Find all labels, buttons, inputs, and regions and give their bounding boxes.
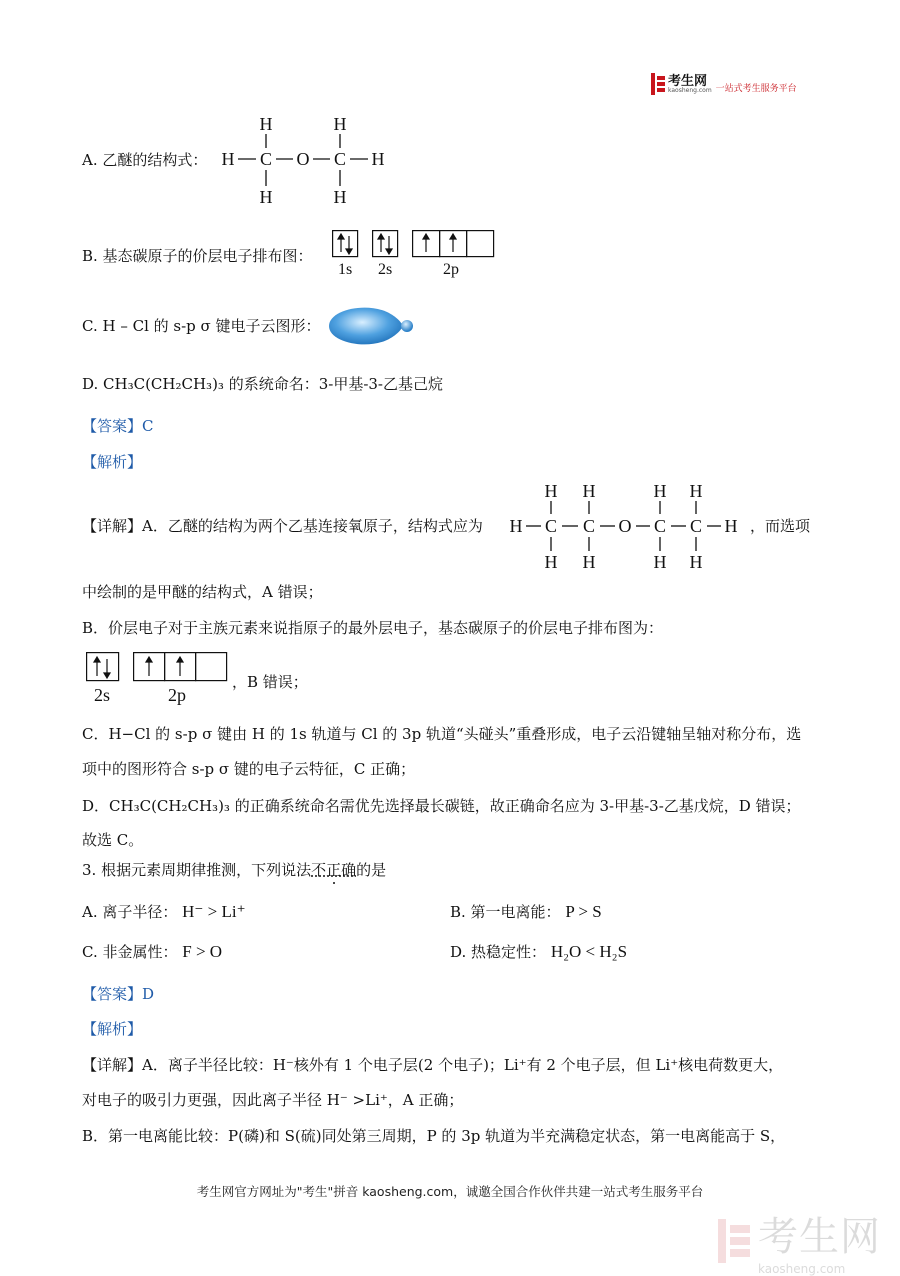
header-logo (651, 73, 797, 95)
atom-h: H (582, 481, 596, 501)
atom-h: H (653, 552, 667, 572)
watermark-en: kaosheng.com (758, 1262, 846, 1276)
carbon-orbital-diagram (332, 230, 498, 262)
atom-h: H (259, 187, 273, 207)
atom-h: H (259, 114, 273, 134)
q3-detail-line2: 对电子的吸引力更强，因此离子半径 H⁻ >Li⁺，A 正确； (82, 1091, 464, 1109)
atom-h: H (333, 187, 347, 207)
detail-c-line1: C．H−Cl 的 s-p σ 键由 H 的 1s 轨道与 Cl 的 3p 轨道“头碰头”重叠形成，电子云沿键轴呈轴对称分布，选 (82, 725, 802, 743)
q3-analysis-heading: 【解析】 (82, 1020, 143, 1038)
q3-option-c (82, 942, 222, 962)
atom-c: C (259, 149, 273, 169)
logo-icon (651, 73, 665, 95)
diethyl-ether-structure (506, 481, 746, 573)
atom-h: H (333, 114, 347, 134)
atom-h: H (509, 516, 523, 536)
q3-option-c-label: C. 非金属性： (82, 943, 178, 961)
atom-h: H (724, 516, 738, 536)
q3-option-a (82, 902, 246, 922)
orbital-label-2s: 2s (94, 685, 111, 705)
orbital-label-1s: 1s (338, 261, 353, 278)
detail-c-line2: 项中的图形符合 s-p σ 键的电子云特征，C 正确； (82, 760, 416, 778)
q3-stem-pre: 3. 根据元素周期律推测，下列说法 (82, 861, 312, 879)
watermark-cn: 考生网 (758, 1214, 881, 1260)
atom-h: H (544, 552, 558, 572)
detail-b: B．价层电子对于主族元素来说指原子的最外层电子，基态碳原子的价层电子排布图为： (82, 619, 664, 637)
detail-b-tail: ，B 错误； (232, 673, 308, 691)
atom-h: H (371, 149, 385, 169)
atom-o: O (618, 516, 632, 536)
atom-c: C (689, 516, 703, 536)
q3-answer: 【答案】D (82, 985, 155, 1003)
q3-detail-line1: 【详解】A．离子半径比较：H⁻核外有 1 个电子层(2 个电子)；Li⁺有 2 个电子层，但 Li⁺核电荷数更大， (82, 1056, 784, 1074)
orbital-label-2s: 2s (378, 261, 393, 278)
q3-detail-line3: B．第一电离能比较：P(磷)和 S(硫)同处第三周期，P 的 3p 轨道为半充满稳定状态，第一电离能高于 S， (82, 1127, 786, 1145)
valence-orbital-diagram (86, 652, 230, 684)
atom-h: H (582, 552, 596, 572)
q3-option-d (450, 942, 627, 962)
footer-text: 考生网官方网址为"考生"拼音 kaosheng.com，诚邀全国合作伙伴共建一站式考生服务平台 (196, 1184, 704, 1199)
detail-d: D．CH₃C(CH₂CH₃)₃ 的正确系统命名需优先选择最长碳链，故正确命名应为 3-甲基-3-乙基戊烷，D 错误； (82, 797, 801, 815)
q3-option-d-label: D. 热稳定性： (450, 943, 547, 961)
sp-sigma-cloud-image (325, 302, 417, 352)
detail-a-post: ，而选项 (750, 517, 811, 535)
q3-option-a-label: A. 离子半径： (82, 903, 178, 921)
q3-stem-post: 的是 (356, 861, 387, 879)
q3-option-c-formula: F > O (182, 942, 223, 961)
atom-c: C (333, 149, 347, 169)
dimethyl-ether-structure (218, 112, 390, 208)
atom-h: H (221, 149, 235, 169)
detail-a-line2: 中绘制的是甲醚的结构式，A 错误； (82, 583, 323, 601)
detail-a-text: 【详解】A．乙醚的结构为两个乙基连接氧原子，结构式应为 (82, 517, 483, 535)
q3-option-b (450, 902, 602, 922)
logo-en: kaosheng.com (668, 86, 712, 94)
q3-stem-emphasis: 不正确 (311, 861, 357, 879)
q2-detail-a (82, 516, 483, 536)
logo-cn: 考生网 (668, 73, 708, 89)
orbital-label-2p: 2p (168, 685, 186, 705)
atom-c: C (582, 516, 596, 536)
q2-answer: 【答案】C (82, 417, 154, 435)
atom-h: H (689, 481, 703, 501)
q2-conclusion: 故选 C。 (82, 831, 144, 849)
orbital-label-2p: 2p (443, 261, 459, 278)
atom-c: C (544, 516, 558, 536)
q3-option-b-formula: P > S (565, 902, 602, 921)
q2-option-a: A. 乙醚的结构式： (82, 151, 208, 169)
q3-option-b-label: B. 第一电离能： (450, 903, 561, 921)
q3-option-d-formula: H₂O < H₂S (550, 942, 628, 961)
atom-c: C (653, 516, 667, 536)
atom-h: H (653, 481, 667, 501)
watermark-logo (718, 1205, 881, 1276)
atom-o: O (296, 149, 310, 169)
q2-option-d: D. CH₃C(CH₂CH₃)₃ 的系统命名：3-甲基-3-乙基己烷 (82, 375, 443, 393)
atom-h: H (689, 552, 703, 572)
q2-option-c: C. H – Cl 的 s-p σ 键电子云图形： (82, 317, 321, 335)
logo-slogan: 一站式考生服务平台 (715, 83, 797, 94)
atom-h: H (544, 481, 558, 501)
watermark-icon (718, 1219, 752, 1263)
q2-option-b: B. 基态碳原子的价层电子排布图： (82, 247, 313, 265)
q3-stem (82, 860, 386, 880)
q2-analysis-heading: 【解析】 (82, 453, 143, 471)
q3-option-a-formula: H⁻ > Li⁺ (182, 902, 246, 921)
